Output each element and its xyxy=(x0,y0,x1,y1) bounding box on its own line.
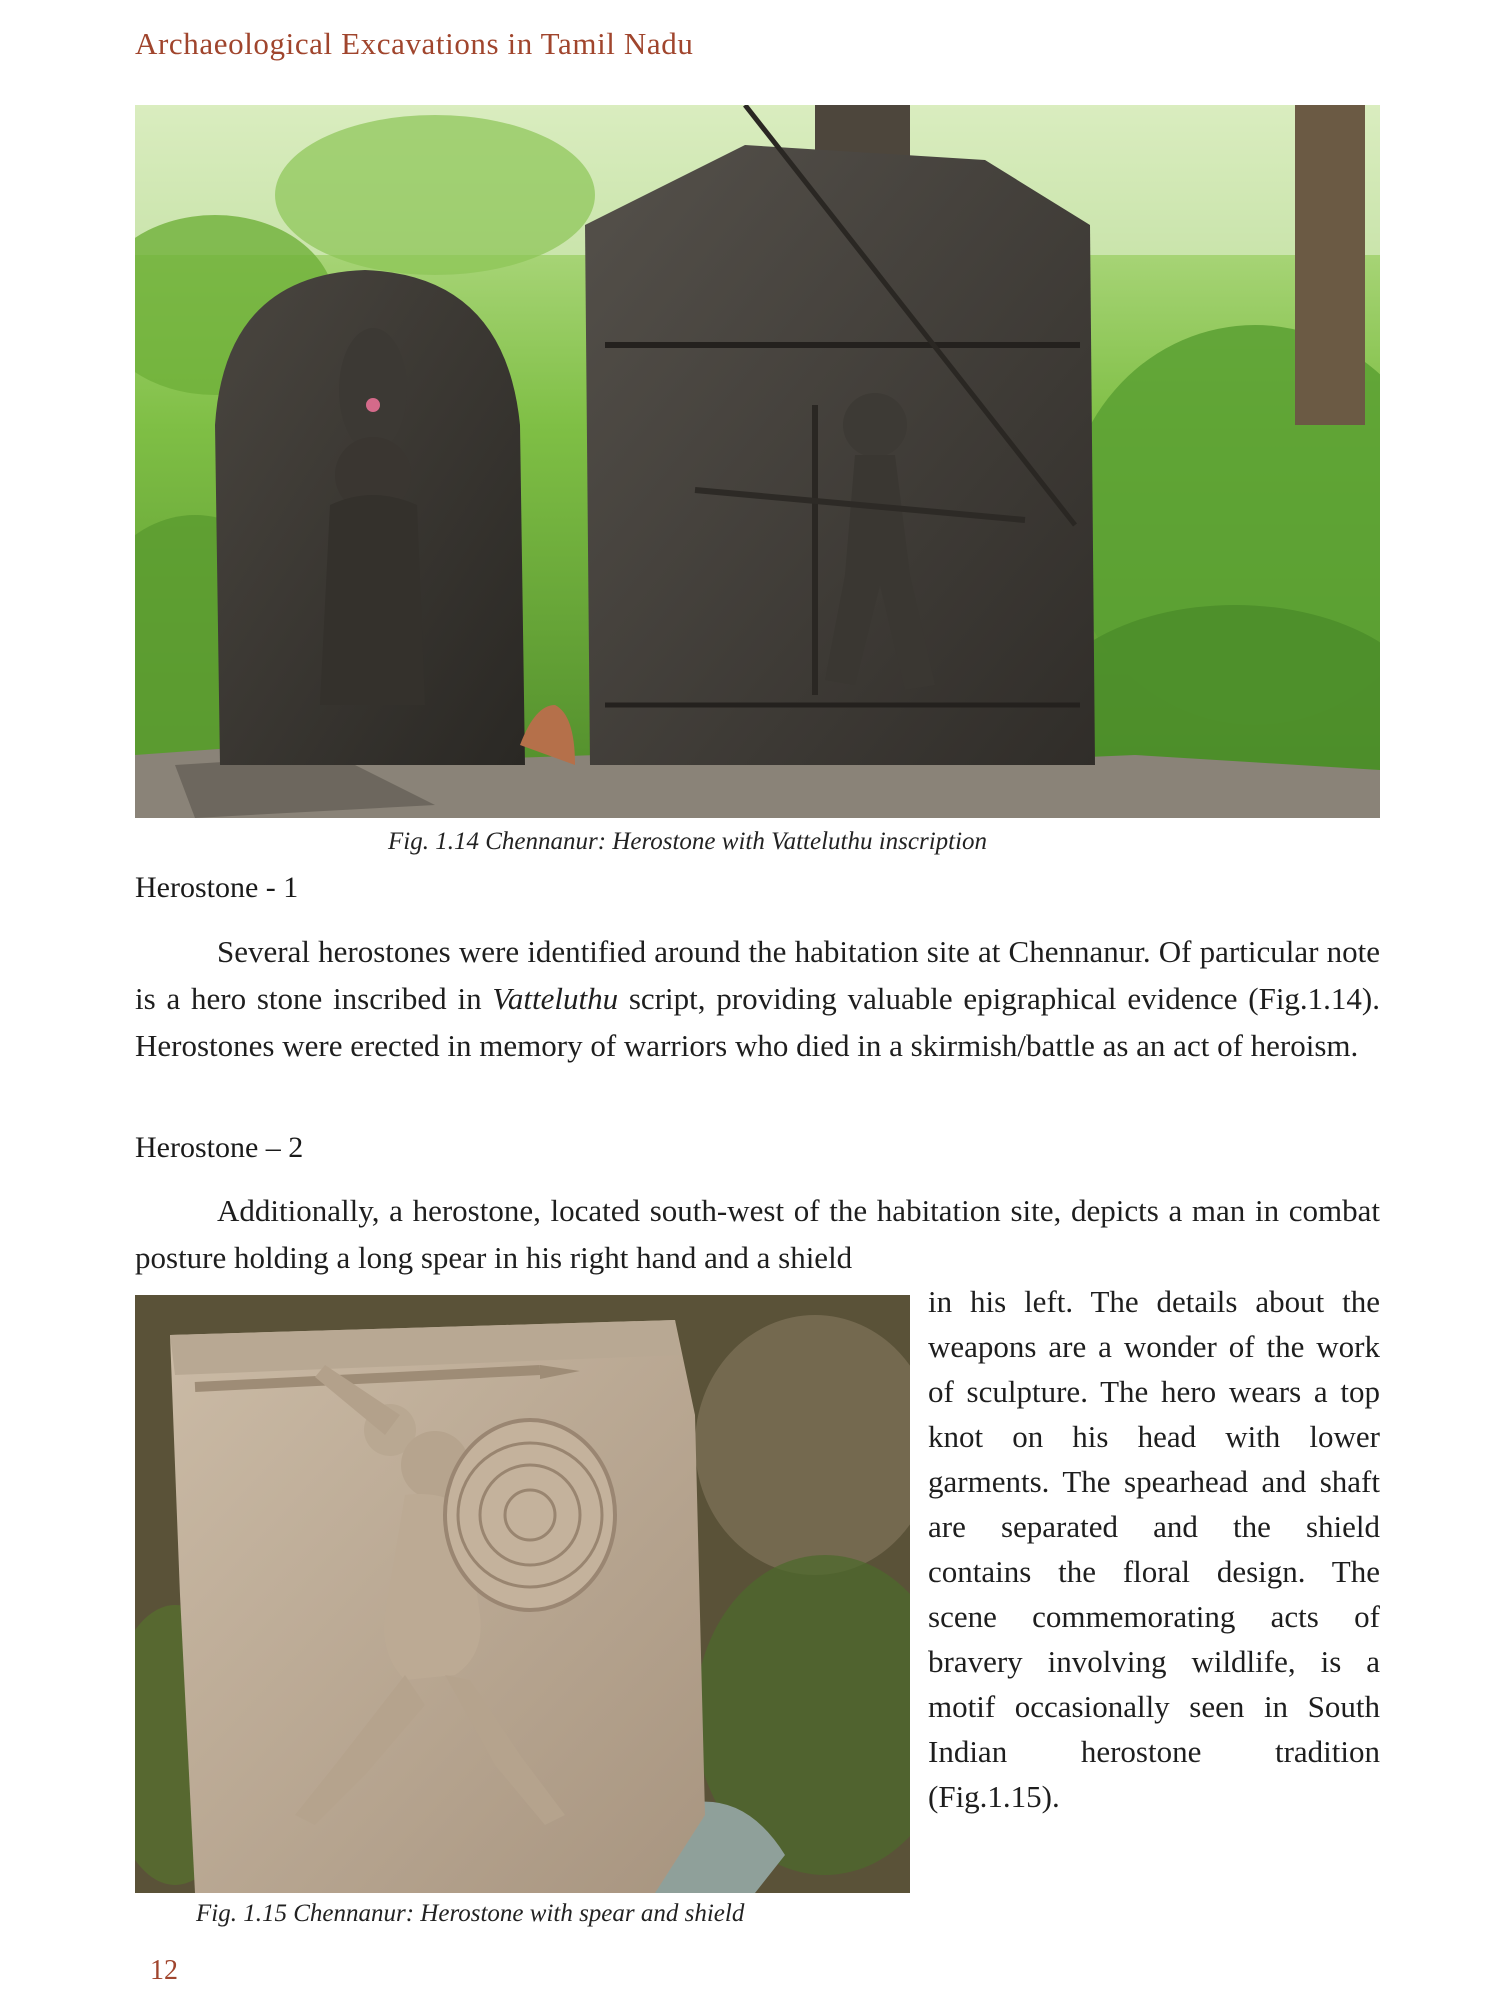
paragraph-herostone-1 xyxy=(135,928,1380,1069)
running-title: Archaeological Excavations in Tamil Nadu xyxy=(135,26,694,61)
paragraph-herostone-2-wrapped: in his left. The details about the weapons are a wonder of the work of sculpture. The hero wears a top knot on his head with lower garments. The spearhead and shaft are separated and the shield contains the floral design. The scene commemorating acts of bravery involving wildlife, is a motif occasionally seen in South Indian herostone tradition (Fig.1.15). xyxy=(928,1284,1380,1814)
figure-1-14-photo xyxy=(135,105,1380,818)
paragraph-text-part-1: Several herostones were identified around the habitation site at Chennanur. Of particular note is a hero stone inscribed in xyxy=(135,934,1380,1016)
herostones-photo-illustration xyxy=(135,105,1380,818)
section-heading-herostone-2: Herostone – 2 xyxy=(135,1131,304,1164)
page-number: 12 xyxy=(150,1955,178,1986)
figure-1-15-caption: Fig. 1.15 Chennanur: Herostone with spear and shield xyxy=(196,1900,745,1927)
paragraph-text-full-width: Additionally, a herostone, located south-west of the habitation site, depicts a man in combat posture holding a long spear in his right hand and a shield xyxy=(135,1193,1380,1275)
paragraph-italic-term: Vatteluthu xyxy=(492,981,619,1016)
paragraph-herostone-2 xyxy=(135,1187,1380,1281)
figure-1-15-photo xyxy=(135,1295,910,1893)
spear-shield-herostone-illustration xyxy=(135,1295,910,1893)
figure-1-14-caption: Fig. 1.14 Chennanur: Herostone with Vatteluthu inscription xyxy=(388,828,988,855)
section-heading-herostone-1: Herostone - 1 xyxy=(135,871,299,904)
paragraph-text-part-2: script, providing valuable epigraphical evidence (Fig.1.14). Herostones were erected in memory of warriors who died in a skirmish/battle as an act of heroism. xyxy=(135,981,1380,1063)
